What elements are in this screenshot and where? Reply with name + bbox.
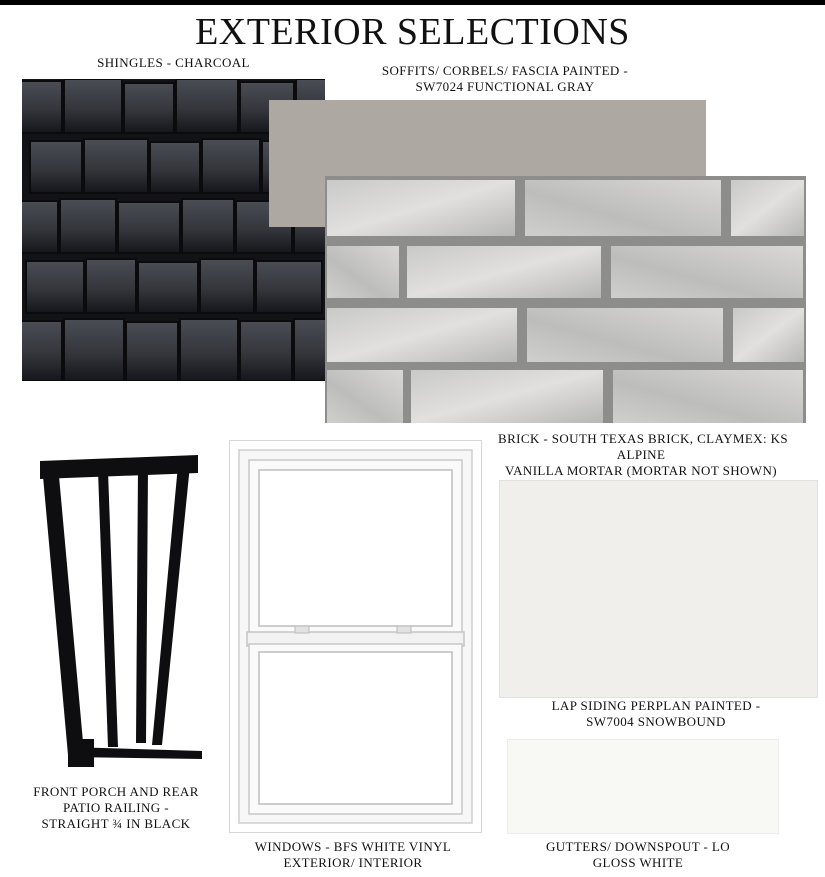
window-drawing bbox=[229, 440, 482, 833]
windows-caption-line2: EXTERIOR/ INTERIOR bbox=[283, 855, 423, 870]
top-border bbox=[0, 0, 825, 5]
snowbound-swatch bbox=[499, 480, 818, 698]
brick-caption-line3: VANILLA MORTAR (MORTAR NOT SHOWN) bbox=[505, 463, 777, 478]
windows-caption-line1: WINDOWS - BFS WHITE VINYL bbox=[254, 839, 452, 854]
gutters-caption-line1: GUTTERS/ DOWNSPOUT - LO bbox=[545, 839, 731, 854]
brick-caption bbox=[498, 431, 789, 479]
siding-caption-line2: SW7004 SNOWBOUND bbox=[586, 714, 726, 729]
gutters-caption bbox=[520, 839, 756, 871]
soffits-caption-line1: SOFFITS/ CORBELS/ FASCIA PAINTED - bbox=[381, 63, 629, 78]
railing-caption-line2: PATIO RAILING - bbox=[63, 800, 169, 815]
brick-caption-line2: ALPINE bbox=[616, 447, 666, 462]
brick-caption-line1: BRICK - SOUTH TEXAS BRICK, CLAYMEX: KS bbox=[498, 431, 789, 446]
brick-swatch bbox=[325, 176, 806, 423]
railing-caption-line1: FRONT PORCH AND REAR bbox=[33, 784, 199, 799]
siding-caption bbox=[520, 698, 792, 730]
siding-caption-line1: LAP SIDING PERPLAN PAINTED - bbox=[551, 698, 761, 713]
gloss-white-swatch bbox=[507, 739, 779, 834]
shingles-caption bbox=[22, 55, 325, 71]
soffits-caption bbox=[330, 63, 680, 95]
windows-caption bbox=[222, 839, 484, 871]
soffits-caption-line2: SW7024 FUNCTIONAL GRAY bbox=[415, 79, 595, 94]
railing-caption bbox=[10, 784, 222, 832]
window-image bbox=[229, 440, 482, 833]
railing-image bbox=[38, 455, 202, 767]
railing-drawing bbox=[38, 455, 202, 767]
railing-caption-line3: STRAIGHT ¾ IN BLACK bbox=[41, 816, 191, 831]
brick-texture bbox=[325, 176, 806, 423]
gutters-caption-line2: GLOSS WHITE bbox=[592, 855, 684, 870]
page-title: EXTERIOR SELECTIONS bbox=[195, 11, 630, 53]
shingles-caption-line1: SHINGLES - CHARCOAL bbox=[97, 55, 250, 70]
